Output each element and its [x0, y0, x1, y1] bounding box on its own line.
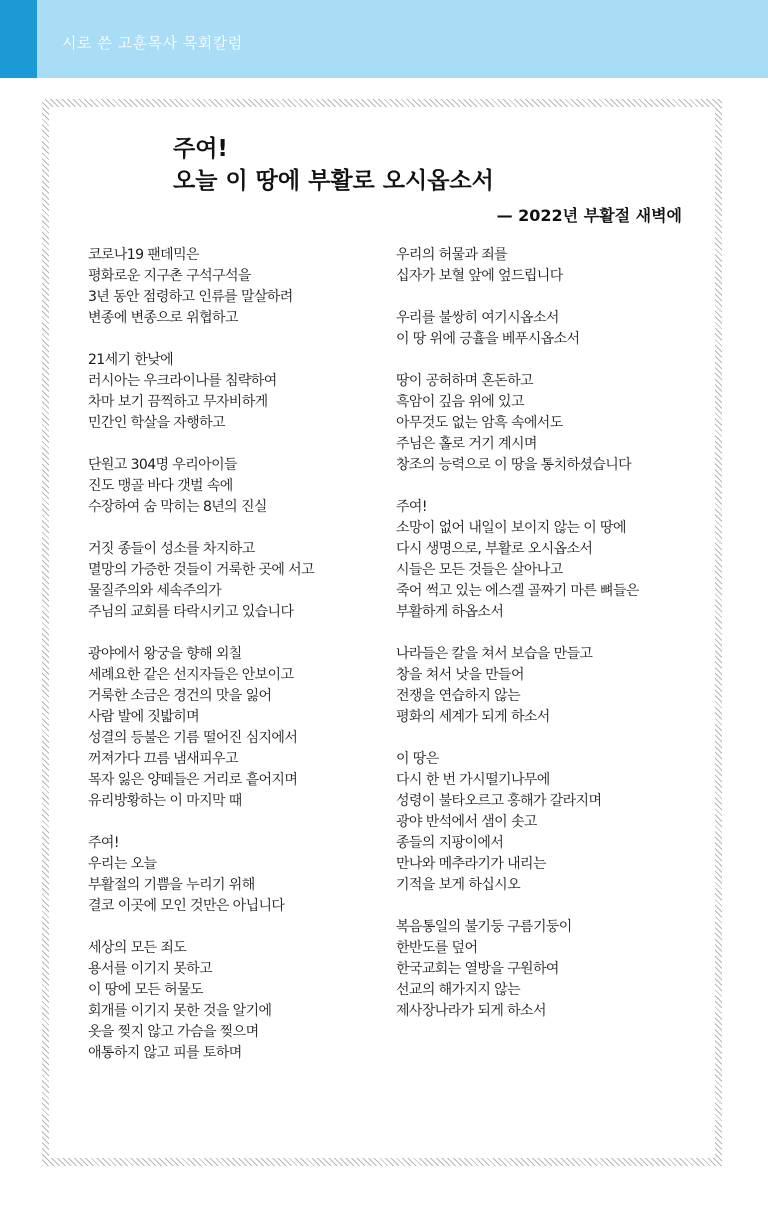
poem-stanza [88, 644, 314, 812]
poem-line: 세례요한 같은 선지자들은 안보이고 [88, 667, 294, 683]
poem-line: 주여! [396, 499, 427, 515]
poem-line: 이 땅 위에 긍휼을 베푸시옵소서 [396, 331, 580, 347]
poem-line: 이 땅은 [396, 751, 439, 767]
poem-line: 옷을 찢지 않고 가슴을 찢으며 [88, 1024, 259, 1040]
poem-line: 만나와 메추라기가 내리는 [396, 856, 546, 872]
poem-stanza [88, 350, 314, 434]
poem-stanza [88, 539, 314, 623]
poem-line: 우리의 허물과 죄를 [396, 247, 508, 263]
poem-line: 거짓 종들이 성소를 차지하고 [88, 541, 255, 557]
poem-line: 물질주의와 세속주의가 [88, 583, 222, 599]
poem-line: 용서를 이기지 못하고 [88, 961, 213, 977]
poem-line: 우리는 오늘 [88, 856, 157, 872]
poem-line: 결코 이곳에 모인 것만은 아닙니다 [88, 898, 285, 914]
poem-stanza [396, 371, 639, 476]
poem-subtitle: — 2022년 부활절 새벽에 [496, 206, 682, 225]
poem-line: 코로나19 팬데믹은 [88, 247, 199, 263]
poem-stanza [88, 455, 314, 518]
poem-stanza [396, 644, 639, 728]
poem-line: 진도 맹골 바다 갯벌 속에 [88, 478, 233, 494]
poem-line: 거룩한 소금은 경건의 맛을 잃어 [88, 688, 272, 704]
poem-stanza [396, 245, 639, 287]
header-title: 시로 쓴 고훈목사 목회칼럼 [62, 34, 243, 52]
header-accent-bar [0, 0, 37, 78]
poem-line: 종들의 지팡이에서 [396, 835, 504, 851]
poem-line: 이 땅에 모든 허물도 [88, 982, 203, 998]
poem-line: 십자가 보혈 앞에 엎드립니다 [396, 268, 563, 284]
poem-title-line: 오늘 이 땅에 부활로 오시옵소서 [173, 168, 494, 194]
poem-line: 사람 발에 짓밟히며 [88, 709, 200, 725]
poem-line: 성결의 등불은 기름 떨어진 심지에서 [88, 730, 298, 746]
poem-line: 한국교회는 열방을 구원하여 [396, 961, 559, 977]
poem-line: 선교의 해가지지 않는 [396, 982, 521, 998]
poem-line: 주님은 홀로 거기 계시며 [396, 436, 537, 452]
poem-line: 부활하게 하옵소서 [396, 604, 504, 620]
poem-line: 아무것도 없는 암흑 속에서도 [396, 415, 563, 431]
poem-line: 민간인 학살을 자행하고 [88, 415, 225, 431]
poem-line: 광야에서 왕궁을 향해 외칠 [88, 646, 242, 662]
poem-line: 소망이 없어 내일이 보이지 않는 이 땅에 [396, 520, 626, 536]
poem-line: 수장하여 숨 막히는 8년의 진실 [88, 499, 267, 515]
poem-line: 다시 생명으로, 부활로 오시옵소서 [396, 541, 593, 557]
poem-stanza [396, 749, 639, 896]
poem-line: 창을 쳐서 낫을 만들어 [396, 667, 524, 683]
poem-line: 세상의 모든 죄도 [88, 940, 187, 956]
poem-line: 주여! [88, 835, 119, 851]
poem-line: 주님의 교회를 타락시키고 있습니다 [88, 604, 294, 620]
poem-line: 애통하지 않고 피를 토하며 [88, 1045, 242, 1061]
poem-line: 차마 보기 끔찍하고 무자비하게 [88, 394, 268, 410]
poem-line: 다시 한 번 가시떨기나무에 [396, 772, 550, 788]
poem-line: 21세기 한낮에 [88, 352, 174, 368]
poem-stanza [88, 245, 314, 329]
poem-left-column [88, 245, 314, 1085]
poem-line: 복음통일의 불기둥 구름기둥이 [396, 919, 572, 935]
poem-line: 제사장나라가 되게 하소서 [396, 1003, 546, 1019]
poem-right-column [396, 245, 639, 1043]
poem-line: 나라들은 칼을 쳐서 보습을 만들고 [396, 646, 593, 662]
poem-line: 러시아는 우크라이나를 침략하여 [88, 373, 277, 389]
poem-line: 한반도를 덮어 [396, 940, 478, 956]
poem-line: 평화로운 지구촌 구석구석을 [88, 268, 251, 284]
poem-line: 창조의 능력으로 이 땅을 통치하셨습니다 [396, 457, 632, 473]
poem-line: 기적을 보게 하십시오 [396, 877, 521, 893]
poem-line: 부활절의 기쁨을 누리기 위해 [88, 877, 255, 893]
poem-stanza [88, 833, 314, 917]
poem-line: 멸망의 가증한 것들이 거룩한 곳에 서고 [88, 562, 315, 578]
poem-line: 꺼져가다 끄름 냄새피우고 [88, 751, 238, 767]
poem-title-line: 주여! [173, 136, 228, 162]
poem-line: 시들은 모든 것들은 살아나고 [396, 562, 563, 578]
poem-line: 목자 잃은 양떼들은 거리로 흩어지며 [88, 772, 298, 788]
poem-stanza [396, 497, 639, 623]
poem-line: 회개를 이기지 못한 것을 알기에 [88, 1003, 272, 1019]
poem-line: 3년 동안 점령하고 인류를 말살하려 [88, 289, 293, 305]
poem-line: 성령이 불타오르고 홍해가 갈라지며 [396, 793, 602, 809]
poem-line: 땅이 공허하며 혼돈하고 [396, 373, 533, 389]
poem-line: 광야 반석에서 샘이 솟고 [396, 814, 537, 830]
poem-line: 흑암이 깊음 위에 있고 [396, 394, 524, 410]
poem-line: 죽어 썩고 있는 에스겔 골짜기 마른 뼈들은 [396, 583, 639, 599]
poem-line: 전쟁을 연습하지 않는 [396, 688, 521, 704]
poem-stanza [396, 308, 639, 350]
poem-title [173, 133, 494, 197]
poem-line: 단원고 304명 우리아이들 [88, 457, 237, 473]
poem-stanza [88, 938, 314, 1064]
poem-stanza [396, 917, 639, 1022]
poem-line: 변종에 변종으로 위협하고 [88, 310, 238, 326]
poem-line: 유리방황하는 이 마지막 때 [88, 793, 242, 809]
page-header [0, 0, 768, 78]
poem-line: 우리를 불쌍히 여기시옵소서 [396, 310, 559, 326]
poem-line: 평화의 세계가 되게 하소서 [396, 709, 550, 725]
